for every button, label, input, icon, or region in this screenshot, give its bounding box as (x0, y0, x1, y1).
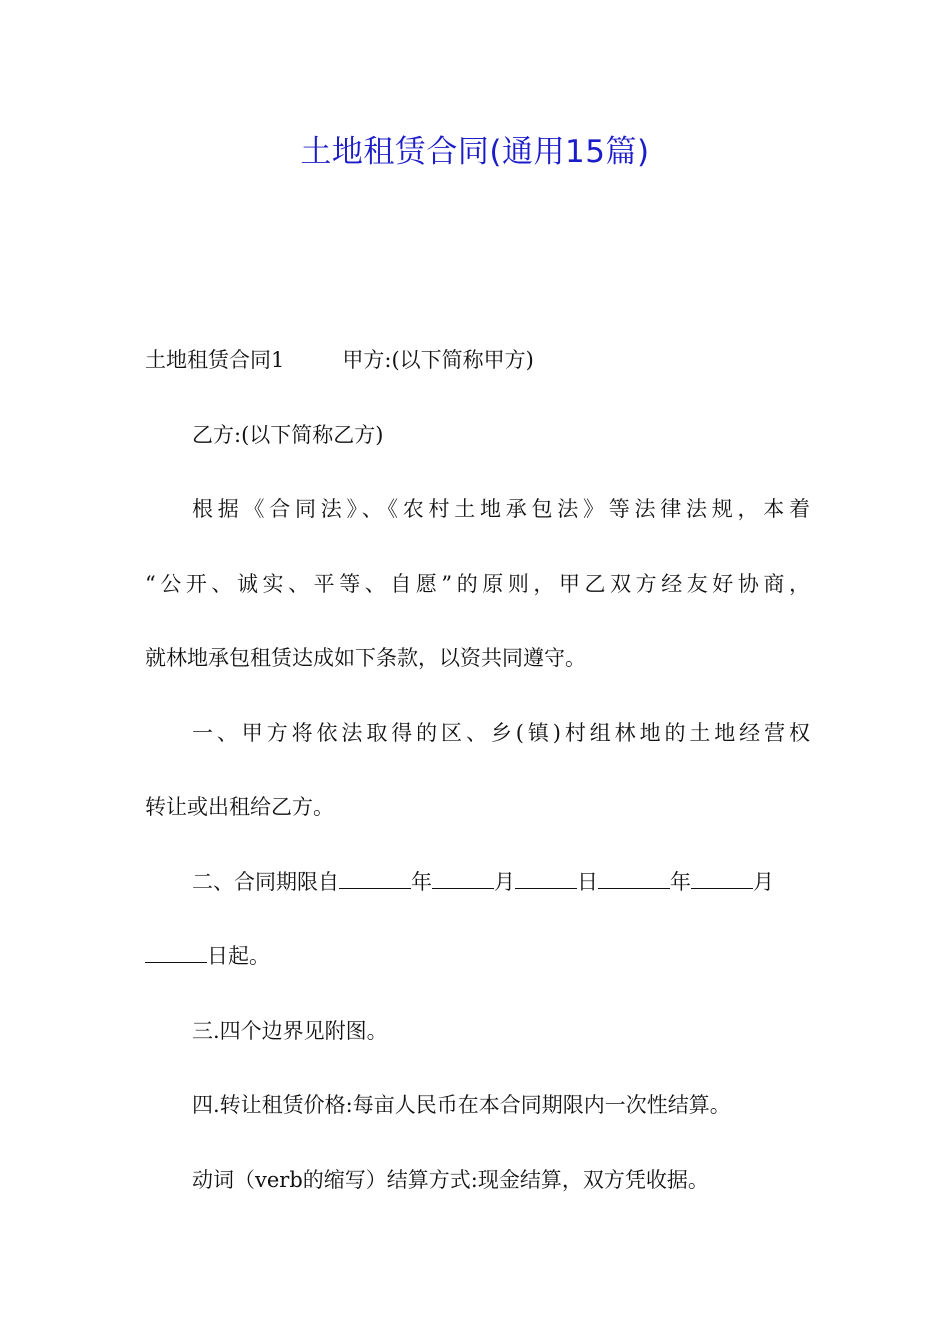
contract-heading-line (145, 340, 810, 415)
clause-1-line-2: 转让或出租给乙方。 (145, 795, 334, 819)
party-b: 乙方:(以下简称乙方) (192, 422, 384, 447)
contract-body (145, 340, 810, 1234)
blank-field (598, 862, 670, 889)
clause-1-line-1: 一、甲方将依法取得的区、乡(镇)村组林地的土地经营权 (192, 720, 810, 745)
party-a: 甲方:(以下简称甲方) (342, 348, 534, 372)
payment-method: 动词（verb的缩写）结算方式:现金结算，双方凭收据。 (192, 1167, 709, 1192)
year-label: 年 (670, 869, 691, 894)
month-label: 月 (753, 869, 774, 894)
blank-field (145, 936, 207, 963)
blank-field (339, 862, 411, 889)
preamble-line-2: “公开、诚实、平等、自愿”的原则，甲乙双方经友好协商， (145, 571, 810, 596)
clause-2-line-1 (145, 862, 810, 937)
blank-field (691, 862, 753, 889)
clause-2-prefix: 二、合同期限自 (192, 869, 339, 894)
day-label: 日 (577, 869, 598, 894)
month-label: 月 (494, 869, 515, 894)
blank-field (515, 862, 577, 889)
contract-heading: 土地租赁合同1 (145, 348, 285, 372)
clause-3: 三.四个边界见附图。 (192, 1018, 388, 1043)
clause-4: 四.转让租赁价格:每亩人民币在本合同期限内一次性结算。 (192, 1093, 731, 1117)
blank-field (432, 862, 494, 889)
preamble-line-3: 就林地承包租赁达成如下条款，以资共同遵守。 (145, 646, 586, 670)
document-title: 土地租赁合同(通用15篇) (300, 134, 650, 170)
day-suffix: 日起。 (207, 944, 270, 968)
preamble-line-1: 根据《合同法》、《农村土地承包法》等法律法规，本着 (192, 497, 810, 521)
year-label: 年 (411, 869, 432, 894)
clause-2-line-2 (145, 936, 810, 1011)
